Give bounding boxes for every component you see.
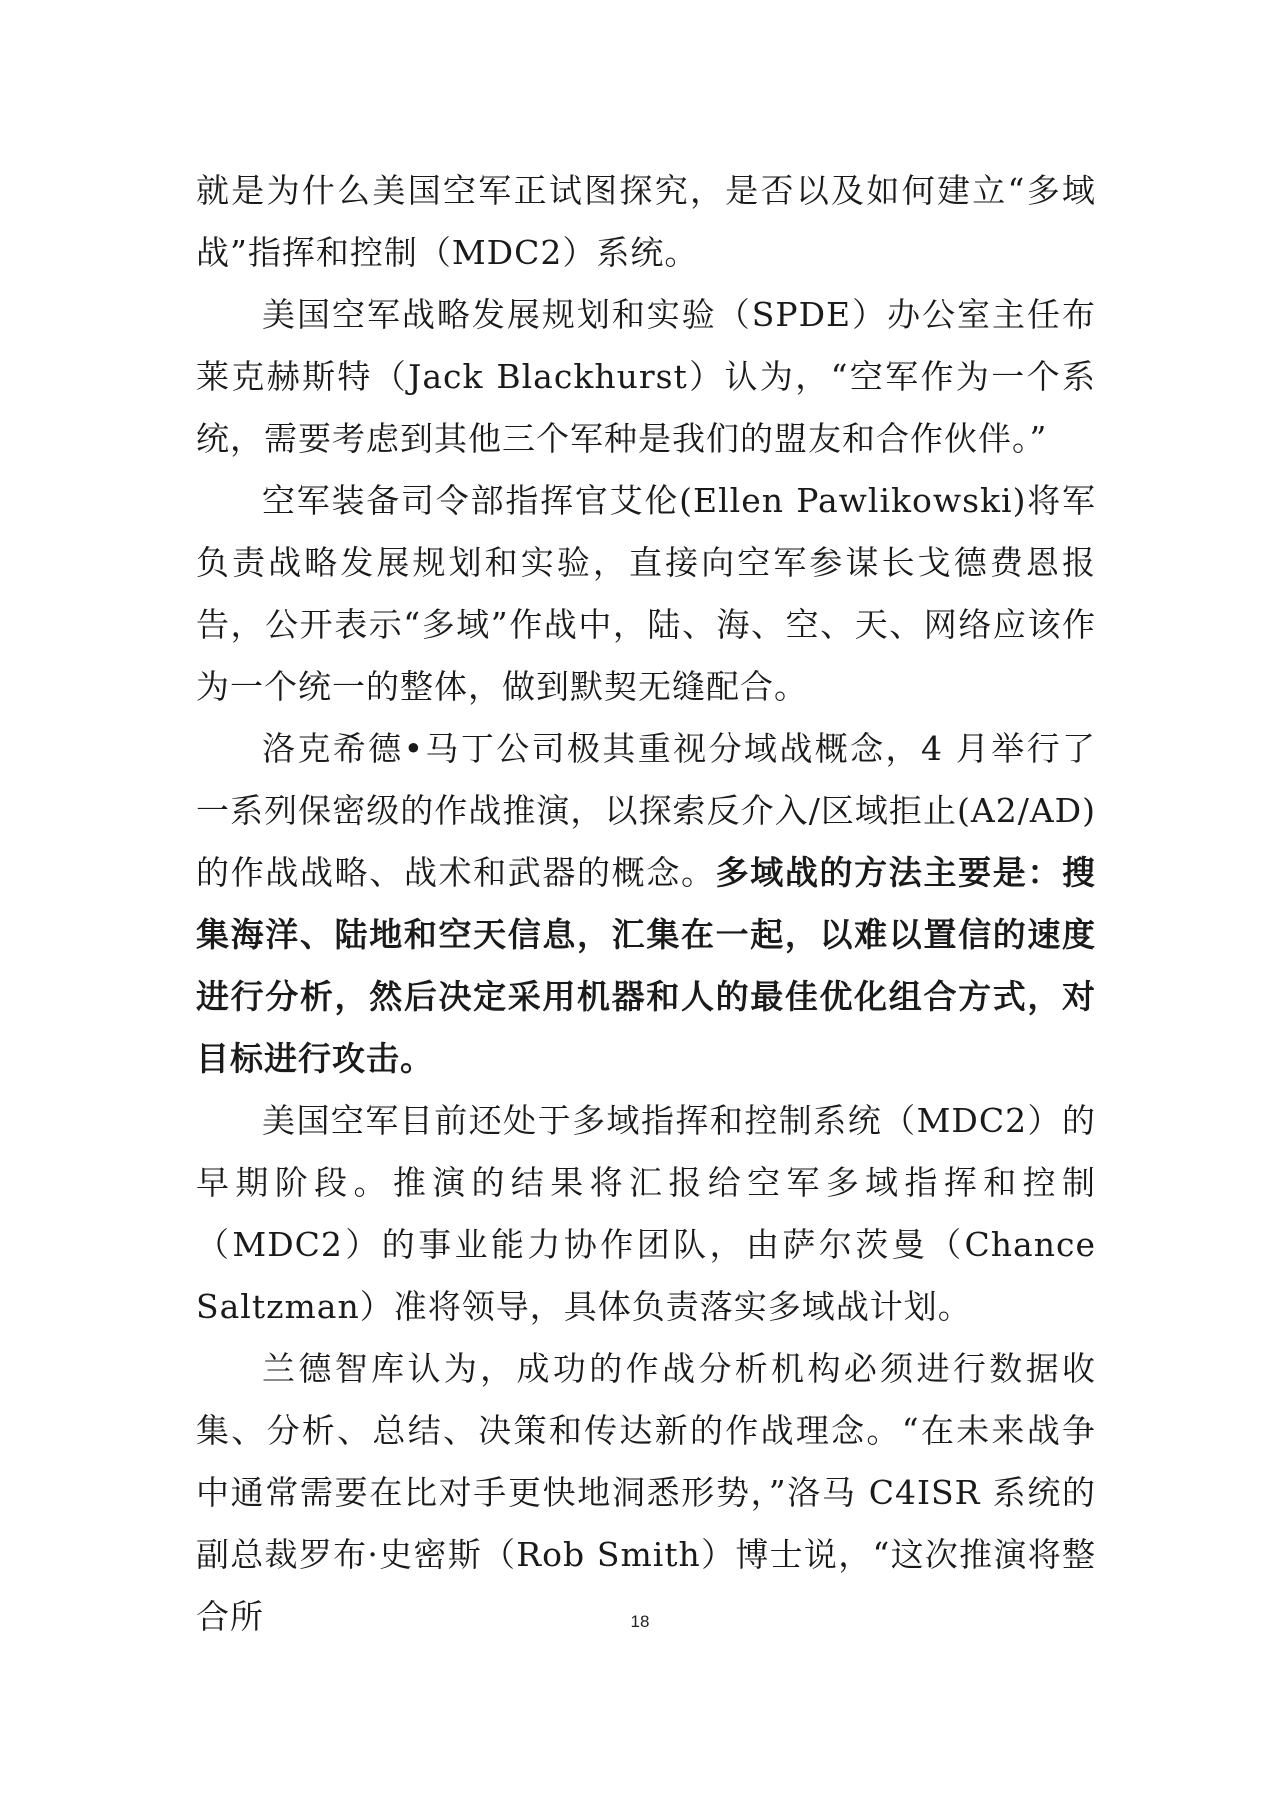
page-number: 18 — [630, 1612, 650, 1631]
paragraph-5-text: 美国空军目前还处于多域指挥和控制系统（MDC2）的早期阶段。推演的结果将汇报给空军多域指挥和控制（MDC2）的事业能力协作团队，由萨尔茨曼（Chance Saltzman）准将领导，具体负责落实多域战计划。 — [196, 1101, 1096, 1326]
paragraph-2-text: 美国空军战略发展规划和实验（SPDE）办公室主任布莱克赫斯特（Jack Blackhurst）认为，“空军作为一个系统，需要考虑到其他三个军种是我们的盟友和合作伙伴。” — [196, 295, 1096, 458]
paragraph-3-text: 空军装备司令部指挥官艾伦(Ellen Pawlikowski)将军负责战略发展规划和实验，直接向空军参谋长戈德费恩报告，公开表示“多域”作战中，陆、海、空、天、网络应该作为一个统一的整体，做到默契无缝配合。 — [196, 481, 1096, 706]
paragraph-2 — [196, 284, 1096, 470]
paragraph-4 — [196, 718, 1096, 1090]
paragraph-3 — [196, 470, 1096, 718]
paragraph-6-text: 兰德智库认为，成功的作战分析机构必须进行数据收集、分析、总结、决策和传达新的作战理念。“在未来战争中通常需要在比对手更快地洞悉形势，”洛马 C4ISR 系统的副总裁罗布·史密斯（Rob Smith）博士说，“这次推演将整合所 — [196, 1349, 1096, 1636]
paragraph-4-text: 洛克希德•马丁公司极其重视分域战概念，4 月举行了一系列保密级的作战推演，以探索反介入/区域拒止(A2/AD)的作战战略、战术和武器的概念。 — [196, 729, 1096, 892]
paragraph-6 — [196, 1338, 1096, 1648]
paragraph-1-text: 就是为什么美国空军正试图探究，是否以及如何建立“多域战”指挥和控制（MDC2）系统。 — [196, 171, 1096, 272]
paragraph-5 — [196, 1090, 1096, 1338]
paragraph-1 — [196, 160, 1096, 284]
paragraph-4-bold-text: 多域战的方法主要是：搜集海洋、陆地和空天信息，汇集在一起，以难以置信的速度进行分析，然后决定采用机器和人的最佳优化组合方式，对目标进行攻击。 — [196, 853, 1097, 1078]
document-body — [196, 160, 1096, 1648]
